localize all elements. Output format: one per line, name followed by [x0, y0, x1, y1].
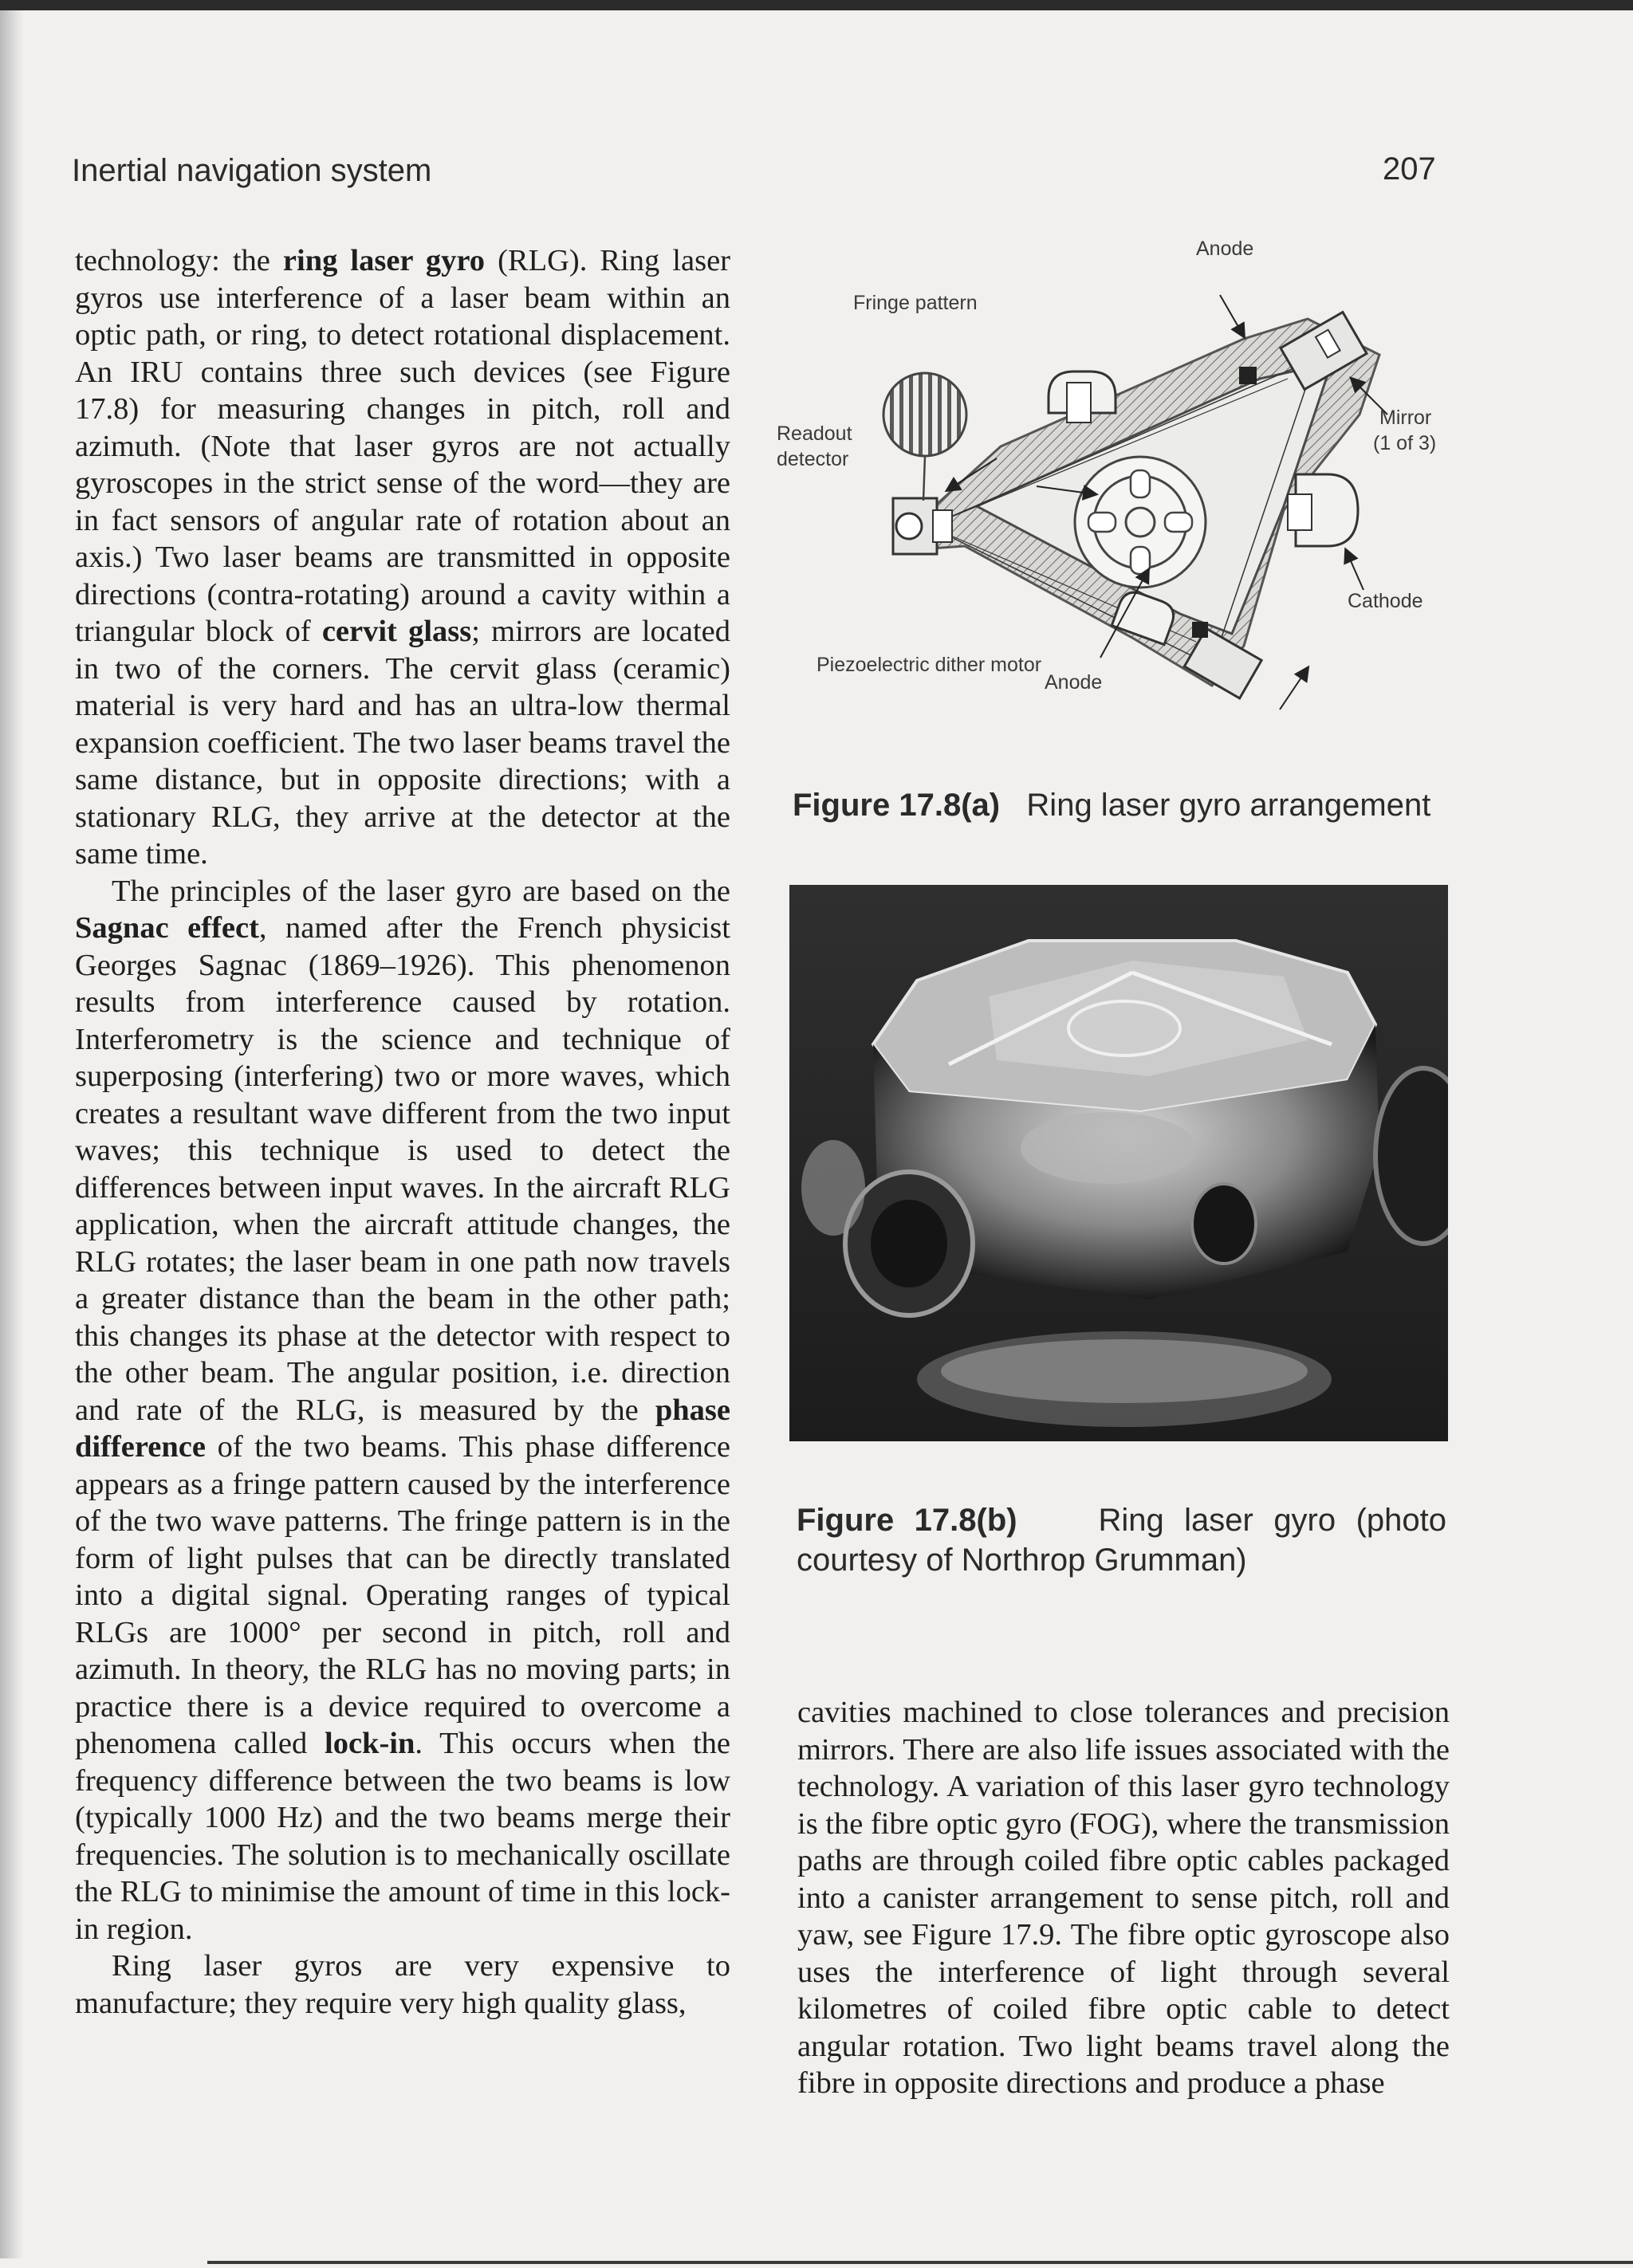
anode-port-left — [801, 1140, 865, 1236]
leader-line — [1220, 295, 1244, 336]
center-cylinder — [1021, 1112, 1196, 1184]
label-fringe-pattern: Fringe pattern — [853, 292, 978, 314]
key-term: ring laser gyro — [282, 244, 486, 277]
key-term: lock-in — [325, 1727, 415, 1760]
key-term: cervit glass — [321, 615, 472, 648]
electrode-port — [1192, 1184, 1256, 1264]
paragraph: The principles of the laser gyro are based on the Sagnac effect, named after the French physicist Georges Sagnac (1869–1926). This phenomenon results from interference caused by rotation. Interferometry is the science and technique of superposing (interfering) two or more waves, which creates a resultant wave different from the two input waves; this technique is used to detect the differences between input waves. In the aircraft RLG application, when the aircraft attitude changes, the RLG rotates; the laser beam in one path now travels a greater distance than the beam in the other path; this changes its phase at the detector with respect to the other beam. The angular position, i.e. direction and rate of the RLG, is measured by the phase difference of the two beams. This phase difference appears as a fringe pattern caused by the interference of the two wave patterns. The fringe pattern is in the form of light pulses that can be directly translated into a digital signal. Operating ranges of typical RLGs are 1000° per second in pitch, roll and azimuth. In theory, the RLG has no moving parts; in practice there is a device required to overcome a phenomena called lock-in. This occurs when the frequency difference between the two beams is low (typically 1000 Hz) and the two beams merge their frequencies. The solution is to mechanically oscillate the RLG to minimise the amount of time in this lock-in region. — [75, 874, 730, 1946]
electrode-contact — [1239, 367, 1257, 384]
paragraph: cavities machined to close tolerances and precision mirrors. There are also life issues associated with the technology. A variation of this laser gyro technology is the fibre optic gyro (FOG), where the transmission paths are through coiled fibre optic cables packaged into a canister arrangement to sense pitch, roll and yaw, see Figure 17.9. The fibre optic gyroscope also uses the interference of light through several kilometres of coiled fibre optic cable to detect angular rotation. Two light beams travel along the fibre in opposite directions and produce a phase — [797, 1696, 1450, 2100]
piezoelectric-dither-motor — [1075, 457, 1206, 588]
label-piezo-dither-motor: Piezoelectric dither motor — [816, 654, 1042, 676]
paragraph: Ring laser gyros are very expensive to manufacture; they require very high quality glass, — [75, 1949, 730, 2020]
label-anode-top: Anode — [1196, 238, 1254, 260]
bottom-rule — [207, 2261, 1633, 2264]
right-text-column — [797, 1694, 1450, 2102]
figure-caption-b: Figure 17.8(b) Ring laser gyro (photo courtesy of Northrop Grumman) — [797, 1503, 1446, 1578]
page-gutter-shadow — [0, 10, 24, 2258]
fringe-pattern-inset — [883, 373, 966, 501]
electrode-contact — [1192, 622, 1208, 638]
figure-caption-a: Figure 17.8(a) Ring laser gyro arrangement — [793, 788, 1431, 823]
top-rule — [0, 0, 1633, 10]
figure-number: Figure 17.8(a) — [793, 788, 1001, 823]
key-term: phase difference — [75, 1393, 730, 1464]
label-anode-bottom: Anode — [1045, 671, 1103, 694]
running-head: Inertial navigation system — [72, 153, 432, 188]
label-readout-detector: Readout — [777, 423, 852, 445]
cathode — [1288, 474, 1358, 546]
label-readout-detector: detector — [777, 448, 849, 470]
ring-laser-gyro-diagram — [765, 231, 1451, 773]
leader-line — [1346, 550, 1363, 590]
label-cathode: Cathode — [1348, 590, 1423, 612]
paragraph: technology: the ring laser gyro (RLG). Ring laser gyros use interference of a laser beam within an optic path, or ring, to detect rotational displacement. An IRU contains three such devices (see Figure 17.8) for measuring changes in pitch, roll and azimuth. (Note that laser gyros are not actually gyroscopes in the strict sense of the word—they are in fact sensors of angular rate of rotation about an axis.) Two laser beams are transmitted in opposite directions (contra-rotating) around a cavity within a triangular block of cervit glass; mirrors are located in two of the corners. The cervit glass (ceramic) material is very hard and has an ultra-low thermal expansion coefficient. The two laser beams travel the same distance, but in opposite directions; with a stationary RLG, they arrive at the detector at the same time. — [75, 244, 730, 871]
page-number: 207 — [1383, 151, 1436, 187]
leader-line — [1280, 668, 1308, 709]
center-mount — [1068, 1001, 1180, 1055]
ring-laser-gyro-photo — [789, 885, 1448, 1441]
left-text-column — [75, 242, 730, 2022]
label-mirror: (1 of 3) — [1373, 432, 1437, 454]
key-term: Sagnac effect — [75, 911, 259, 945]
gyro-base-highlight — [941, 1339, 1308, 1403]
figure-number: Figure 17.8(b) — [797, 1503, 1017, 1538]
label-mirror: Mirror — [1379, 407, 1432, 429]
mirror-port-left-lens — [871, 1200, 947, 1287]
